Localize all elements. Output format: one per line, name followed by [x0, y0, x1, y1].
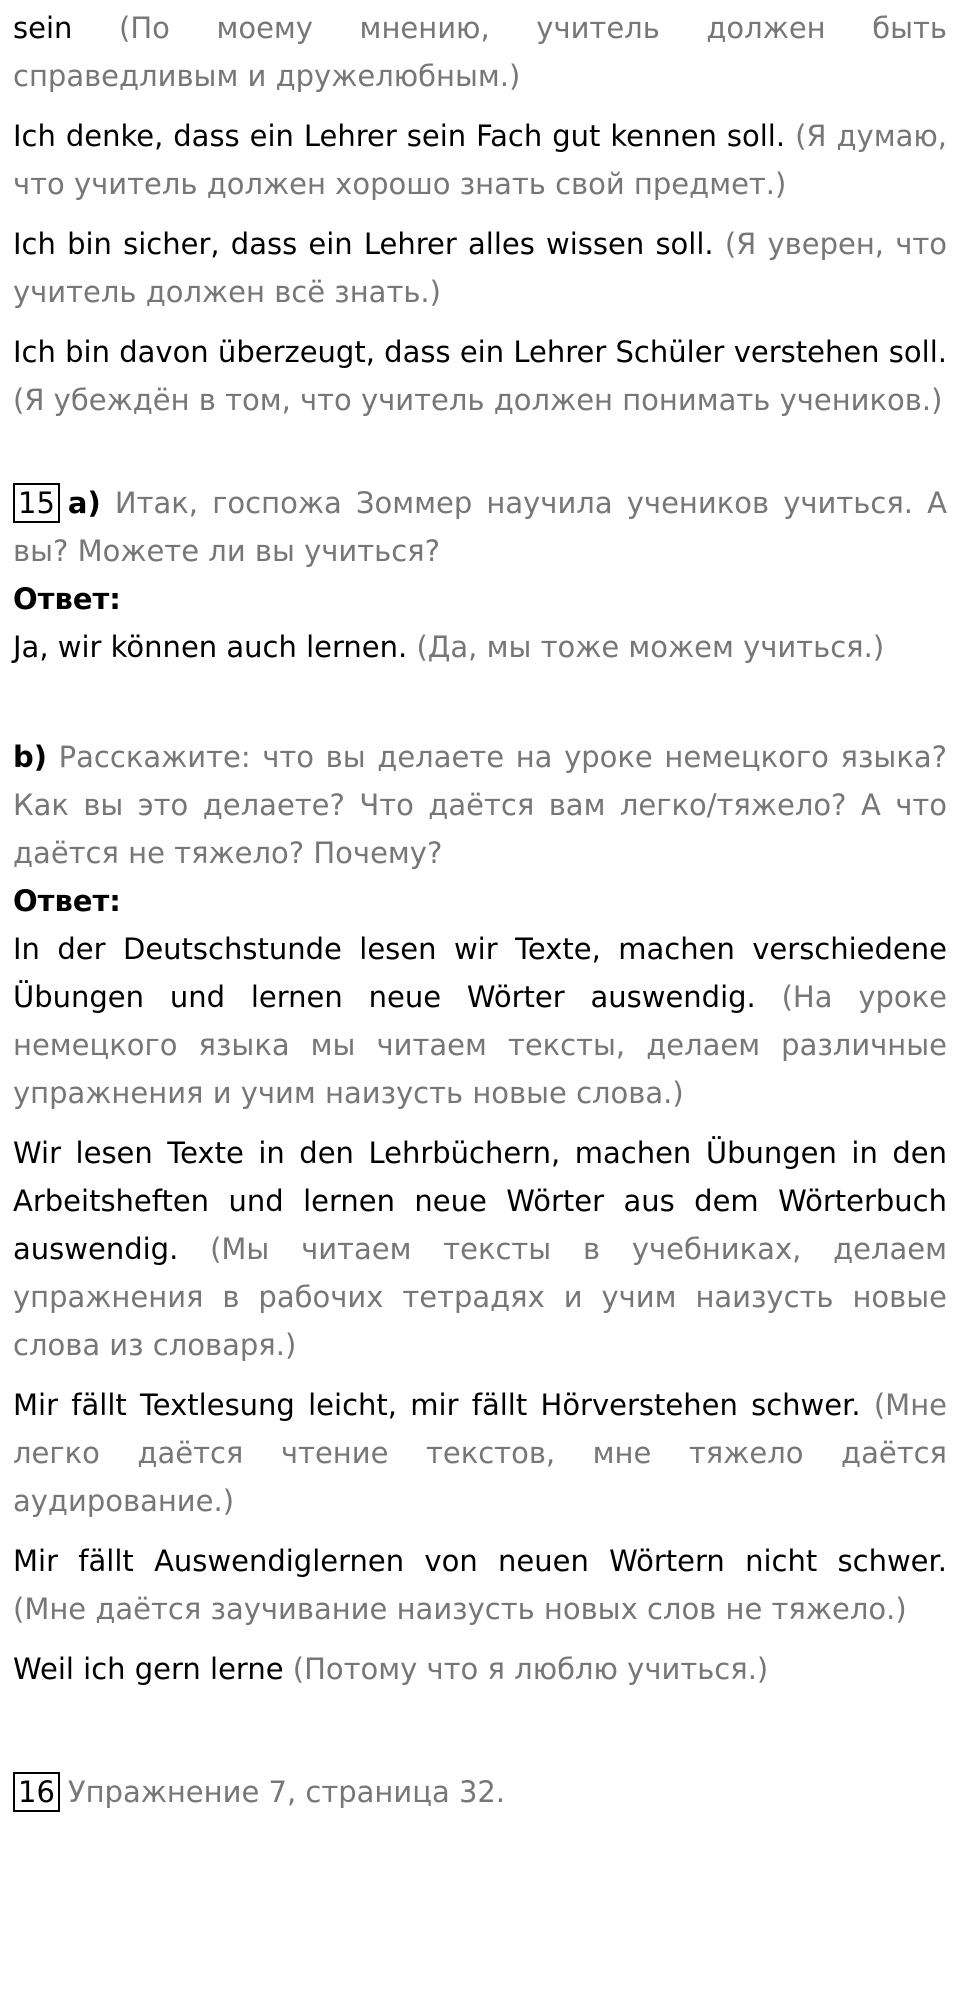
task-16-text: Упражнение 7, страница 32.	[67, 1775, 506, 1809]
russian-translation: (Я думаю, что учитель должен хорошо знать свой предмет.)	[13, 119, 947, 201]
russian-translation: (Я убеждён в том, что учитель должен понимать учеников.)	[13, 383, 943, 417]
german-text: Ja, wir können auch lernen.	[13, 630, 408, 664]
russian-translation: (Мы читаем тексты в учебниках, делаем упражнения в рабочих тетрадях и учим наизусть новые слова из словаря.)	[13, 1232, 948, 1362]
answer-a-paragraph	[13, 623, 947, 671]
german-text: Wir lesen Texte in den Lehrbüchern, machen Übungen in den Arbeitsheften und lernen neue Wörter aus dem Wörterbuch auswendig.	[13, 1136, 947, 1266]
german-text: Ich bin sicher, dass ein Lehrer alles wissen soll.	[13, 227, 714, 261]
answer-b-paragraph	[13, 1129, 947, 1369]
question-text: Итак, госпожа Зоммер научила учеников учиться. А вы? Можете ли вы учиться?	[13, 486, 947, 568]
answer-b-paragraph	[13, 1537, 947, 1633]
task-number-box: 15	[13, 483, 60, 523]
answer-label: Ответ:	[13, 884, 121, 918]
sentence-paragraph	[13, 4, 947, 100]
question-text: Расскажите: что вы делаете на уроке немецкого языка? Как вы это делаете? Что даётся вам легко/тяжело? А что даётся не тяжело? Почему?	[13, 740, 947, 870]
part-b-label: b)	[13, 740, 48, 774]
part-a-label: a)	[67, 486, 101, 520]
sentence-paragraph	[13, 328, 947, 424]
task-15-question-b	[13, 733, 947, 877]
russian-translation: (Я уверен, что учитель должен всё знать.)	[13, 227, 947, 309]
task-16-line	[13, 1768, 947, 1816]
answer-b-paragraph	[13, 1381, 947, 1525]
german-text: Weil ich gern lerne	[13, 1652, 284, 1686]
answer-b-paragraph	[13, 925, 947, 1117]
russian-translation: (По моему мнению, учитель должен быть справедливым и дружелюбным.)	[13, 11, 948, 93]
answer-label: Ответ:	[13, 582, 121, 616]
russian-translation: (На уроке немецкого языка мы читаем тексты, делаем различные упражнения и учим наизусть новые слова.)	[13, 980, 948, 1110]
russian-translation: (Мне даётся заучивание наизусть новых слов не тяжело.)	[13, 1592, 907, 1626]
russian-translation: (Потому что я люблю учиться.)	[292, 1652, 769, 1686]
russian-translation: (Да, мы тоже можем учиться.)	[416, 630, 885, 664]
sentence-paragraph	[13, 112, 947, 208]
task-number-box: 16	[13, 1772, 60, 1812]
german-text: Mir fällt Textlesung leicht, mir fällt Hörverstehen schwer.	[13, 1388, 861, 1422]
russian-translation: (Мне легко даётся чтение текстов, мне тяжело даётся аудирование.)	[13, 1388, 947, 1518]
german-text: Ich denke, dass ein Lehrer sein Fach gut kennen soll.	[13, 119, 786, 153]
german-text: sein	[13, 11, 73, 45]
answer-b-paragraph	[13, 1645, 947, 1693]
german-text: Ich bin davon überzeugt, dass ein Lehrer Schüler verstehen soll.	[13, 335, 947, 369]
task-15-question-a	[13, 479, 947, 575]
document-page	[13, 0, 947, 1816]
german-text: Mir fällt Auswendiglernen von neuen Wörtern nicht schwer.	[13, 1544, 947, 1578]
sentence-paragraph	[13, 220, 947, 316]
german-text: In der Deutschstunde lesen wir Texte, machen verschiedene Übungen und lernen neue Wörter auswendig.	[13, 932, 947, 1014]
